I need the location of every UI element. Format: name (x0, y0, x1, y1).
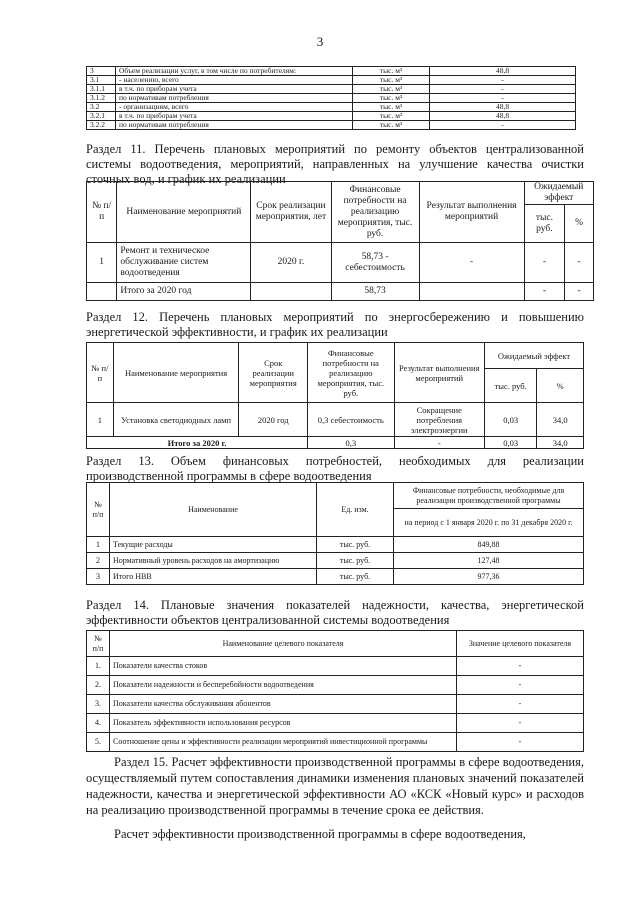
table-row (87, 714, 584, 733)
table-row (87, 121, 576, 130)
row-num: 4. (87, 714, 110, 733)
header-rub: тыс. руб. (524, 205, 565, 243)
header-rub: тыс. руб. (484, 369, 536, 403)
row-value: 48,8 (430, 103, 576, 112)
volume-table (86, 66, 576, 130)
row-name: по нормативам потребления (116, 121, 353, 130)
row-unit: тыс. м³ (353, 121, 430, 130)
header-num: № п/п (87, 483, 110, 537)
section-13-title: Раздел 13. Объем финансовых потребностей, необходимых для реализации производственной программы в сфере водоотведения (86, 454, 584, 483)
row-name: по нормативам потребления (116, 94, 353, 103)
row-value: 977,36 (394, 569, 584, 585)
row-name: Объем реализации услуг, в том числе по потребителям: (116, 67, 353, 76)
row-num: 3.1 (87, 76, 116, 85)
row-unit: тыс. руб. (317, 537, 394, 553)
row-num: 3.2 (87, 103, 116, 112)
total-finance: 0,3 (308, 437, 394, 449)
header-name: Наименование (110, 483, 317, 537)
row-num: 3 (87, 67, 116, 76)
row-num: 1 (87, 537, 110, 553)
total-rub: 0,03 (484, 437, 536, 449)
row-name: Установка светодиодных ламп (113, 403, 239, 437)
row-name: Ремонт и техническое обслуживание систем водоотведения (117, 243, 251, 283)
total-label: Итого за 2020 год (117, 283, 251, 301)
row-num: 3.1.1 (87, 85, 116, 94)
row-num: 3.1.2 (87, 94, 116, 103)
row-value: 48,8 (430, 112, 576, 121)
row-name: Итого НВВ (110, 569, 317, 585)
total-label: Итого за 2020 г. (87, 437, 308, 449)
row-num: 1 (87, 403, 114, 437)
row-num: 3. (87, 695, 110, 714)
row-name: Показатели качества стоков (110, 657, 457, 676)
row-value: 849,88 (394, 537, 584, 553)
row-num: 3.2.2 (87, 121, 116, 130)
section-12-table (86, 342, 584, 449)
section-12-title: Раздел 12. Перечень плановых мероприятий по энергосбережению и повышению энергетической эффективности, и график их реализации (86, 310, 584, 339)
header-value: Значение целевого показателя (457, 631, 584, 657)
row-value: - (430, 85, 576, 94)
header-effect: Ожидаемый эффект (524, 182, 593, 205)
total-result: - (394, 437, 484, 449)
page-number: 3 (316, 34, 324, 49)
total-rub: - (524, 283, 565, 301)
row-name: - населению, всего (116, 76, 353, 85)
row-unit: тыс. м³ (353, 67, 430, 76)
row-name: Соотношение цены и эффективности реализации мероприятий инвестиционной программы (110, 733, 457, 752)
row-finance: 0,3 себестоимость (308, 403, 394, 437)
row-unit: тыс. м³ (353, 112, 430, 121)
row-name: - организациям, всего (116, 103, 353, 112)
table-row (87, 676, 584, 695)
row-term: 2020 г. (251, 243, 331, 283)
row-name: Показатель эффективности использования ресурсов (110, 714, 457, 733)
total-finance: 58,73 (331, 283, 419, 301)
row-num: 5. (87, 733, 110, 752)
table-row (87, 537, 584, 553)
header-effect: Ожидаемый эффект (484, 343, 583, 369)
row-value: - (457, 714, 584, 733)
header-num: № п/п (87, 343, 114, 403)
row-unit: тыс. м³ (353, 94, 430, 103)
row-rub: 0,03 (484, 403, 536, 437)
table-row (87, 553, 584, 569)
total-pct: - (565, 283, 594, 301)
header-period: на период с 1 января 2020 г. по 31 декабря 2020 г. (394, 509, 584, 537)
row-value: - (430, 76, 576, 85)
section-14-table (86, 630, 584, 752)
header-finance: Финансовые потребности, необходимые для реализации производственной программы (394, 483, 584, 509)
header-name: Наименование целевого показателя (110, 631, 457, 657)
header-pct: % (565, 205, 594, 243)
row-name: в т.ч. по приборам учета (116, 112, 353, 121)
row-value: - (457, 676, 584, 695)
header-result: Результат выполнения мероприятий (419, 182, 524, 243)
row-value: - (430, 94, 576, 103)
row-num: 1. (87, 657, 110, 676)
section-15-text-2: Расчет эффективности производственной программы в сфере водоотведения, (114, 827, 526, 841)
row-unit: тыс. м³ (353, 103, 430, 112)
row-pct: - (565, 243, 594, 283)
section-11-title: Раздел 11. Перечень плановых мероприятий по ремонту объектов централизованной системы водоотведения, мероприятий, направленных на улучшение качества очистки сточных вод, и график их реализации (86, 142, 584, 186)
header-finance: Финансовые потребности на реализацию мероприятия, тыс. руб. (308, 343, 394, 403)
total-pct: 34,0 (537, 437, 584, 449)
row-num: 3 (87, 569, 110, 585)
row-rub: - (524, 243, 565, 283)
header-pct: % (537, 369, 584, 403)
row-num: 1 (87, 243, 117, 283)
row-name: Показатели надежности и бесперебойности водоотведения (110, 676, 457, 695)
row-value: - (457, 695, 584, 714)
row-unit: тыс. м³ (353, 76, 430, 85)
row-name: Нормативный уровень расходов на амортизацию (110, 553, 317, 569)
header-num: № п/п (87, 182, 117, 243)
row-unit: тыс. руб. (317, 569, 394, 585)
section-13-table (86, 482, 584, 585)
row-unit: тыс. м³ (353, 85, 430, 94)
row-value: - (457, 733, 584, 752)
table-row (87, 733, 584, 752)
row-value: 127,48 (394, 553, 584, 569)
row-result: - (419, 243, 524, 283)
row-num: 2 (87, 553, 110, 569)
header-unit: Ед. изм. (317, 483, 394, 537)
header-term: Срок реализации мероприятия, лет (251, 182, 331, 243)
row-name: Показатели качества обслуживания абонентов (110, 695, 457, 714)
header-name: Наименование мероприятия (113, 343, 239, 403)
header-name: Наименование мероприятий (117, 182, 251, 243)
header-finance: Финансовые потребности на реализацию мероприятия, тыс. руб. (331, 182, 419, 243)
row-finance: 58,73 - себестоимость (331, 243, 419, 283)
header-num: № п/п (87, 631, 110, 657)
header-result: Результат выполнения мероприятий (394, 343, 484, 403)
row-value: 48,8 (430, 67, 576, 76)
header-term: Срок реализации мероприятия (239, 343, 308, 403)
table-row (87, 695, 584, 714)
row-num: 3.2.1 (87, 112, 116, 121)
row-name: Текущие расходы (110, 537, 317, 553)
row-result: Сокращение потребления электроэнергии (394, 403, 484, 437)
row-unit: тыс. руб. (317, 553, 394, 569)
table-row (87, 657, 584, 676)
row-name: в т.ч. по приборам учета (116, 85, 353, 94)
row-num: 2. (87, 676, 110, 695)
section-14-title: Раздел 14. Плановые значения показателей надежности, качества, энергетической эффективности объектов централизованной системы водоотведения (86, 598, 584, 627)
row-pct: 34,0 (537, 403, 584, 437)
section-15-text: Раздел 15. Расчет эффективности производственной программы в сфере водоотведения, осуществляемый путем сопоставления динамики изменения плановых значений показателей надежности, качества и энергетической эффективности АО «КСК «Новый курс» и расходов на реализацию производственной программы в течение срока ее действия. (86, 755, 584, 817)
section-11-table (86, 181, 594, 301)
table-row (87, 569, 584, 585)
row-value: - (430, 121, 576, 130)
row-value: - (457, 657, 584, 676)
row-term: 2020 год (239, 403, 308, 437)
